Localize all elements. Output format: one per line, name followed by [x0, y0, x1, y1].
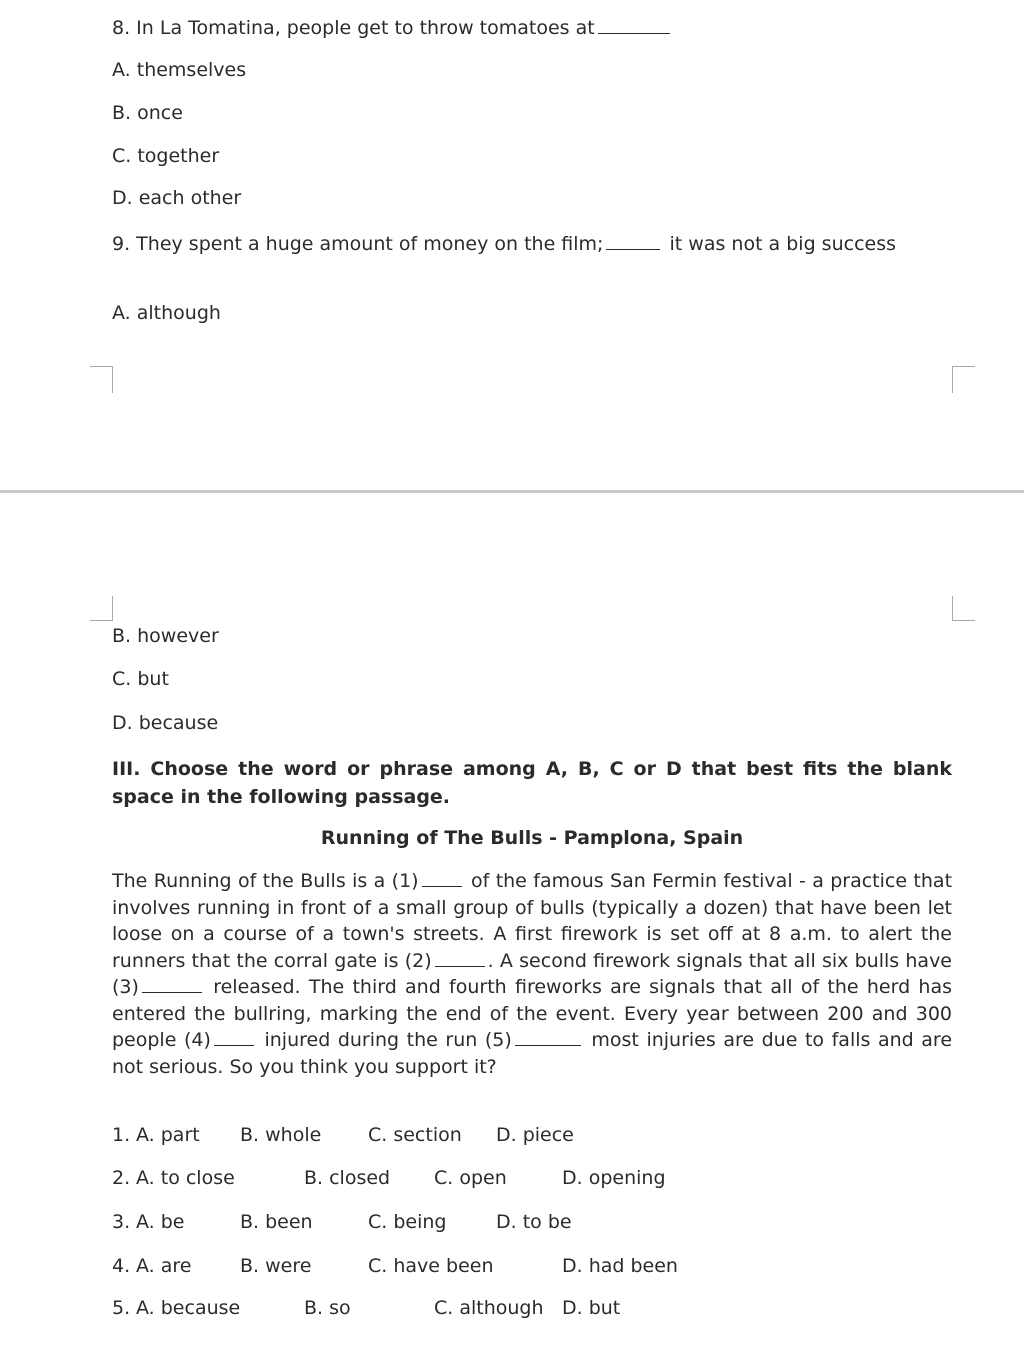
answer-option-b: B. closed	[304, 1167, 391, 1189]
answer-row-1	[112, 1123, 812, 1147]
page-corner-mark	[90, 366, 113, 393]
answer-option-a: A. because	[136, 1297, 241, 1319]
answer-number: 3.	[112, 1211, 131, 1233]
question-9-option-d: D. because	[112, 712, 219, 734]
passage-blank-3	[142, 977, 202, 993]
answer-row-3	[112, 1210, 812, 1234]
question-9-stem: 9. They spent a huge amount of money on the film; it was not a big success	[112, 233, 897, 255]
answer-option-b: B. so	[304, 1297, 351, 1319]
question-8-option-d: D. each other	[112, 187, 242, 209]
answer-option-d: D. piece	[496, 1124, 574, 1146]
answer-option-d: D. to be	[496, 1211, 572, 1233]
answer-blank	[598, 18, 670, 34]
answer-option-c: C. have been	[368, 1255, 494, 1277]
answer-blank	[606, 234, 660, 250]
page-break-divider	[0, 490, 1024, 493]
answer-row-5	[112, 1296, 812, 1320]
answer-option-b: B. been	[240, 1211, 313, 1233]
answer-number: 5.	[112, 1297, 131, 1319]
question-8-option-a: A. themselves	[112, 59, 247, 81]
question-8-option-b: B. once	[112, 102, 183, 124]
passage-blank-2	[435, 951, 485, 967]
answer-option-b: B. whole	[240, 1124, 322, 1146]
question-8-option-c: C. together	[112, 145, 220, 167]
answer-option-b: B. were	[240, 1255, 312, 1277]
answer-option-d: D. but	[562, 1297, 621, 1319]
passage-blank-1	[422, 871, 462, 887]
passage-text: The Running of the Bulls is a (1) of the famous San Fermin festival - a practice that involves running in front of a small group of bulls (typically a dozen) that have been let loose on a course of a town's streets. A first firework is set off at 8 a.m. to alert the runners that the corral gate is (2) . A second firework signals that all six bulls have (3) released. The third and fourth fireworks are signals that all of the herd has entered the bullring, marking the end of the event. Every year between 200 and 300 people (4) injured during the run (5) most injuries are due to falls and are not serious. So you think you support it?	[112, 870, 953, 1078]
question-9-option-b: B. however	[112, 625, 219, 647]
answer-option-c: C. being	[368, 1211, 447, 1233]
answer-option-a: A. to close	[136, 1167, 235, 1189]
answer-option-a: A. part	[136, 1124, 200, 1146]
answer-number: 4.	[112, 1255, 131, 1277]
answer-option-d: D. had been	[562, 1255, 678, 1277]
answer-row-4	[112, 1254, 812, 1278]
passage-blank-4	[214, 1030, 254, 1046]
answer-number: 1.	[112, 1124, 131, 1146]
answer-row-2	[112, 1166, 812, 1190]
answer-option-d: D. opening	[562, 1167, 666, 1189]
question-8-stem: 8. In La Tomatina, people get to throw tomatoes at	[112, 16, 673, 40]
answer-option-a: A. are	[136, 1255, 192, 1277]
page-corner-mark	[90, 596, 113, 621]
passage-blank-5	[515, 1030, 581, 1046]
passage-title: Running of The Bulls - Pamplona, Spain	[320, 827, 744, 849]
question-9-option-c: C. but	[112, 668, 169, 690]
section-3-instruction: III. Choose the word or phrase among A, B, C or D that best fits the blank space in the following passage.	[112, 758, 952, 808]
answer-option-a: A. be	[136, 1211, 185, 1233]
question-9-option-a: A. although	[112, 302, 221, 324]
answer-option-c: C. although	[434, 1297, 544, 1319]
page-corner-mark	[952, 366, 975, 393]
answer-option-c: C. section	[368, 1124, 462, 1146]
answer-number: 2.	[112, 1167, 131, 1189]
answer-option-c: C. open	[434, 1167, 507, 1189]
page-corner-mark	[952, 596, 975, 621]
